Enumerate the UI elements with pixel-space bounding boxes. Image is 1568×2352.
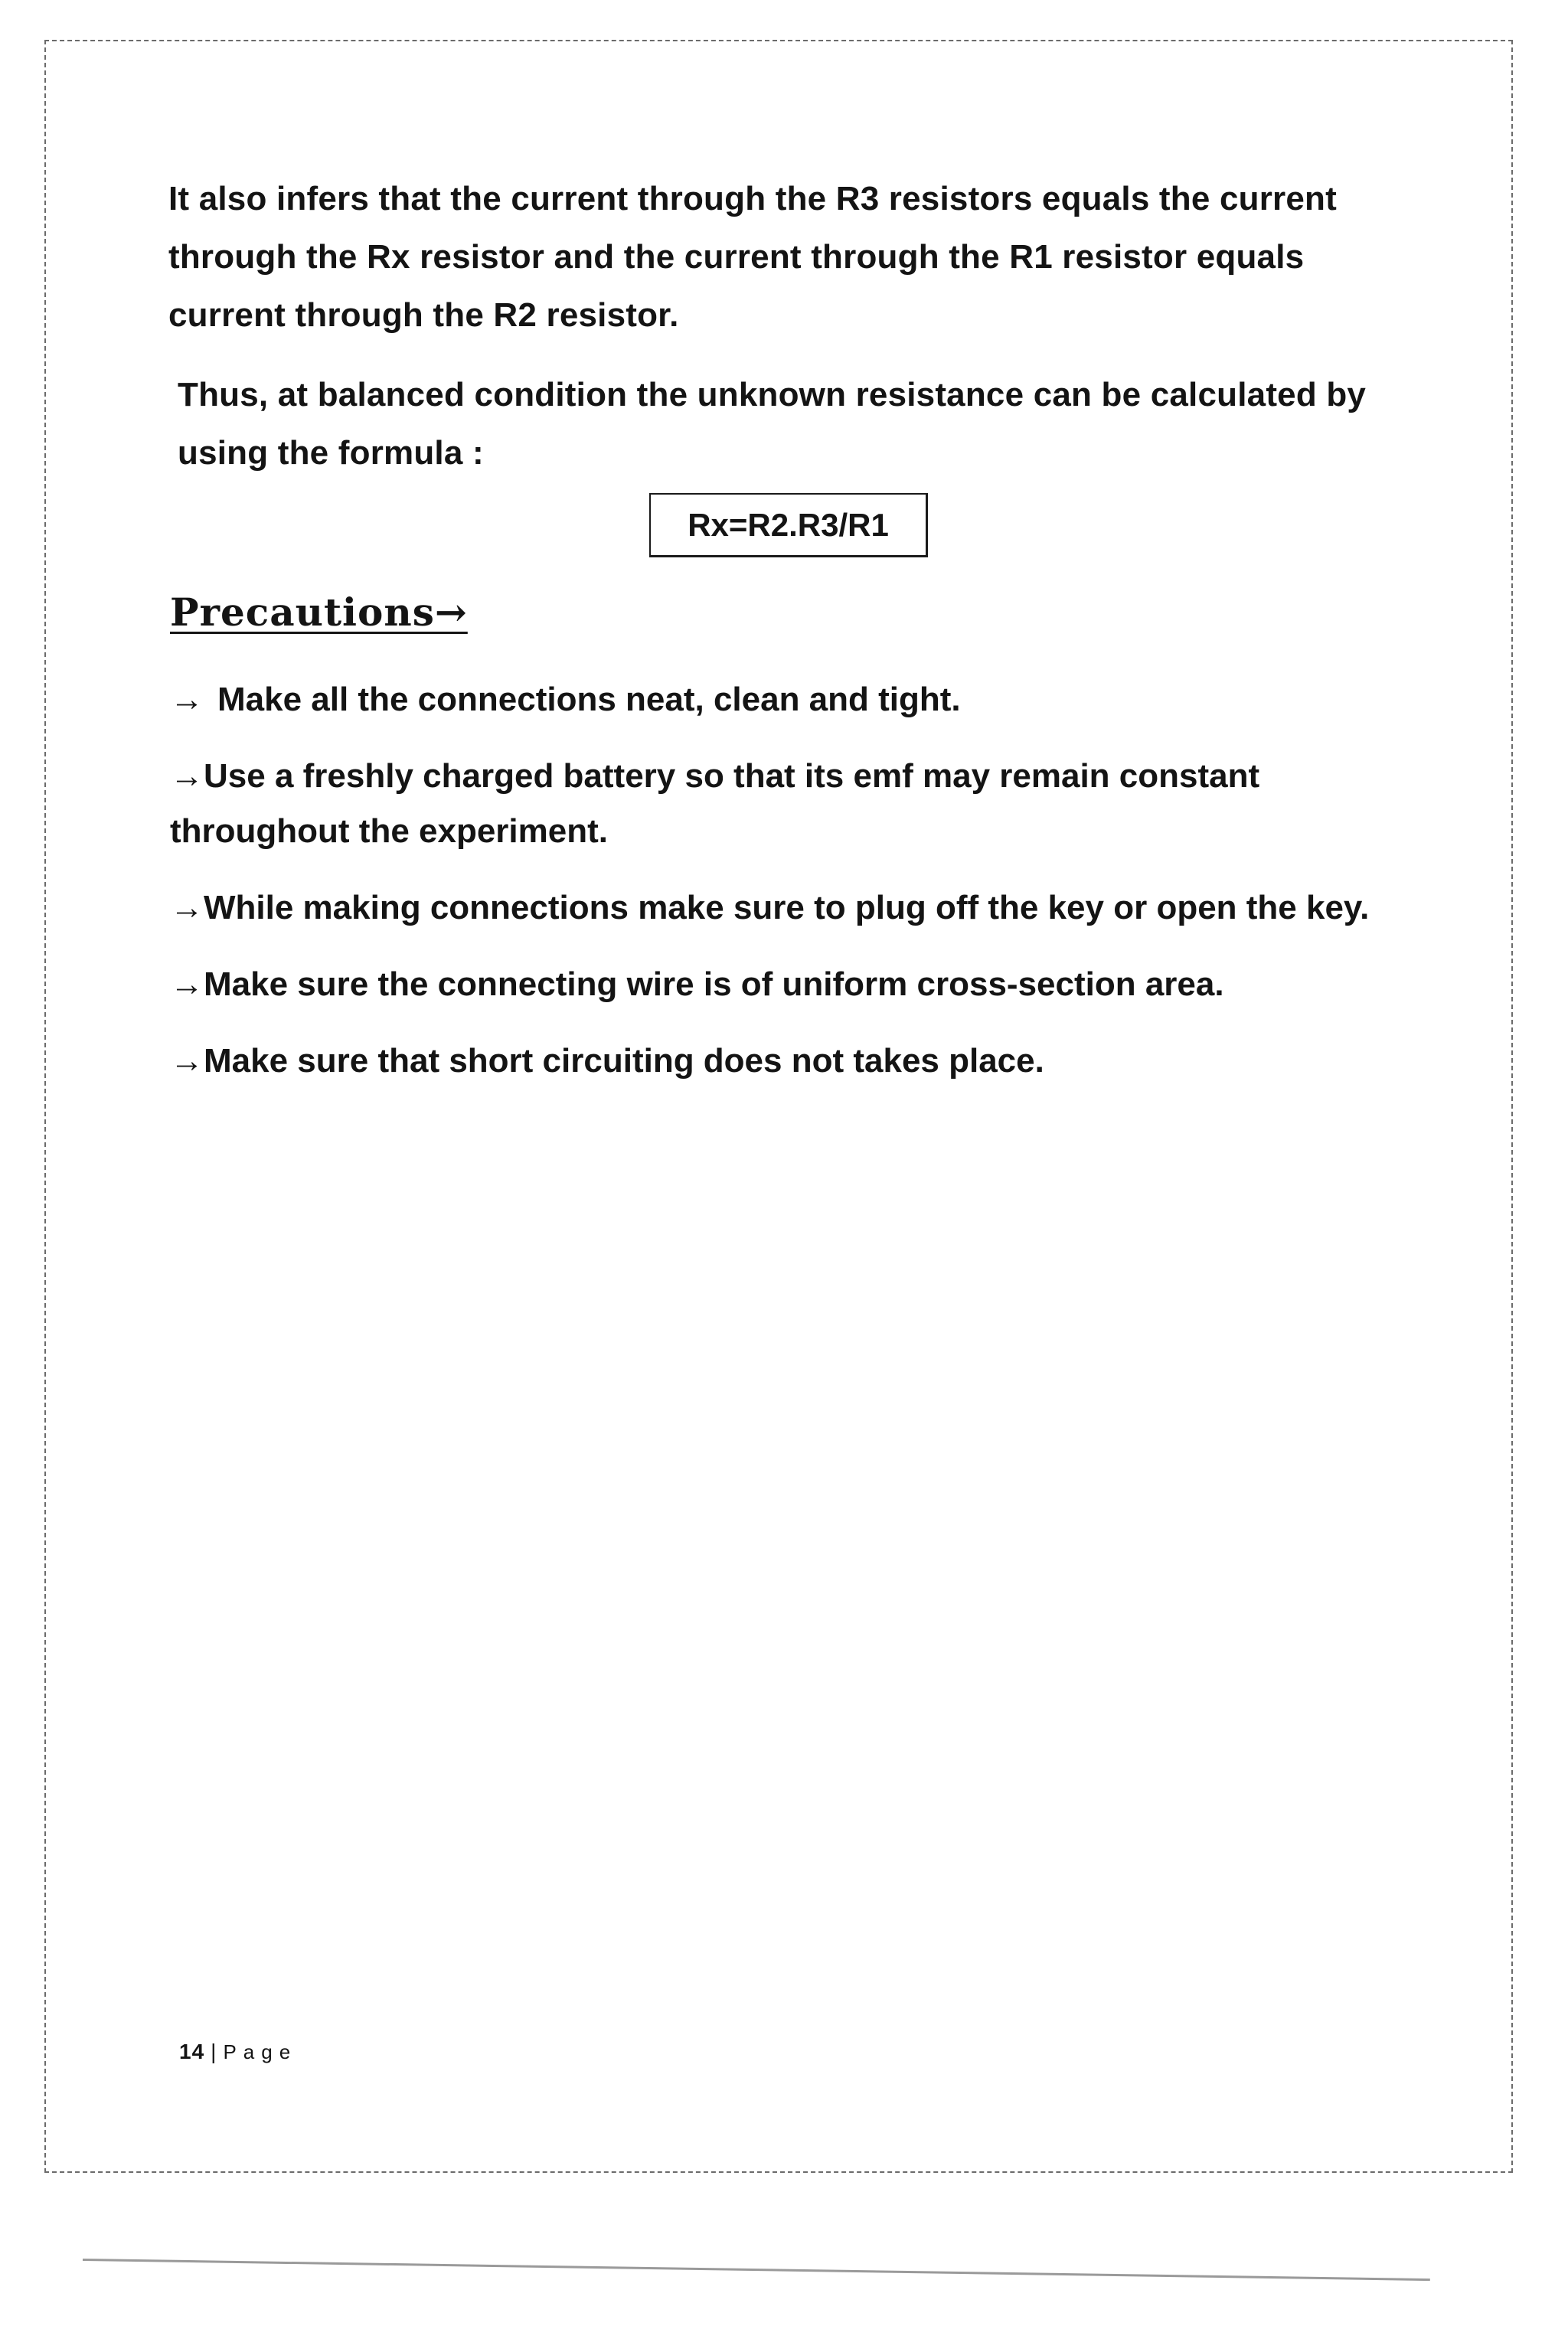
arrow-icon: → bbox=[170, 889, 204, 926]
list-item-text: While making connections make sure to plug off the key or open the key. bbox=[204, 889, 1370, 926]
page-footer bbox=[179, 2040, 297, 2064]
section-heading: Precautions→ bbox=[170, 590, 468, 635]
list-item bbox=[170, 749, 1410, 859]
footer-separator: | bbox=[211, 2040, 217, 2063]
arrow-icon: → bbox=[170, 965, 204, 1003]
scan-edge-line bbox=[83, 2259, 1430, 2281]
page-number: 14 bbox=[179, 2040, 205, 2063]
body-paragraph: Thus, at balanced condition the unknown resistance can be calculated by using the formula : bbox=[178, 376, 1367, 472]
formula-text: Rx=R2.R3/R1 bbox=[688, 506, 889, 543]
arrow-icon: → bbox=[170, 757, 204, 795]
list-item-text: Make sure the connecting wire is of uniform cross-section area. bbox=[204, 965, 1224, 1003]
list-item bbox=[170, 672, 1410, 727]
arrow-icon: → bbox=[170, 1042, 204, 1080]
list-item-text: Use a freshly charged battery so that its emf may remain constant throughout the experiment. bbox=[170, 757, 1260, 850]
body-paragraph: It also infers that the current through the R3 resistors equals the current through the Rx resistor and the current through the R1 resistor equals current through the R2 resistor. bbox=[168, 180, 1337, 334]
list-item bbox=[170, 957, 1410, 1012]
list-item-text: Make all the connections neat, clean and tight. bbox=[217, 681, 961, 718]
footer-page-label: Page bbox=[223, 2040, 298, 2063]
list-item-text: Make sure that short circuiting does not takes place. bbox=[204, 1042, 1044, 1080]
arrow-icon: → bbox=[170, 681, 204, 718]
list-item bbox=[170, 1034, 1410, 1089]
precautions-list bbox=[170, 672, 1410, 1110]
list-item bbox=[170, 880, 1410, 936]
formula-box bbox=[649, 493, 928, 557]
